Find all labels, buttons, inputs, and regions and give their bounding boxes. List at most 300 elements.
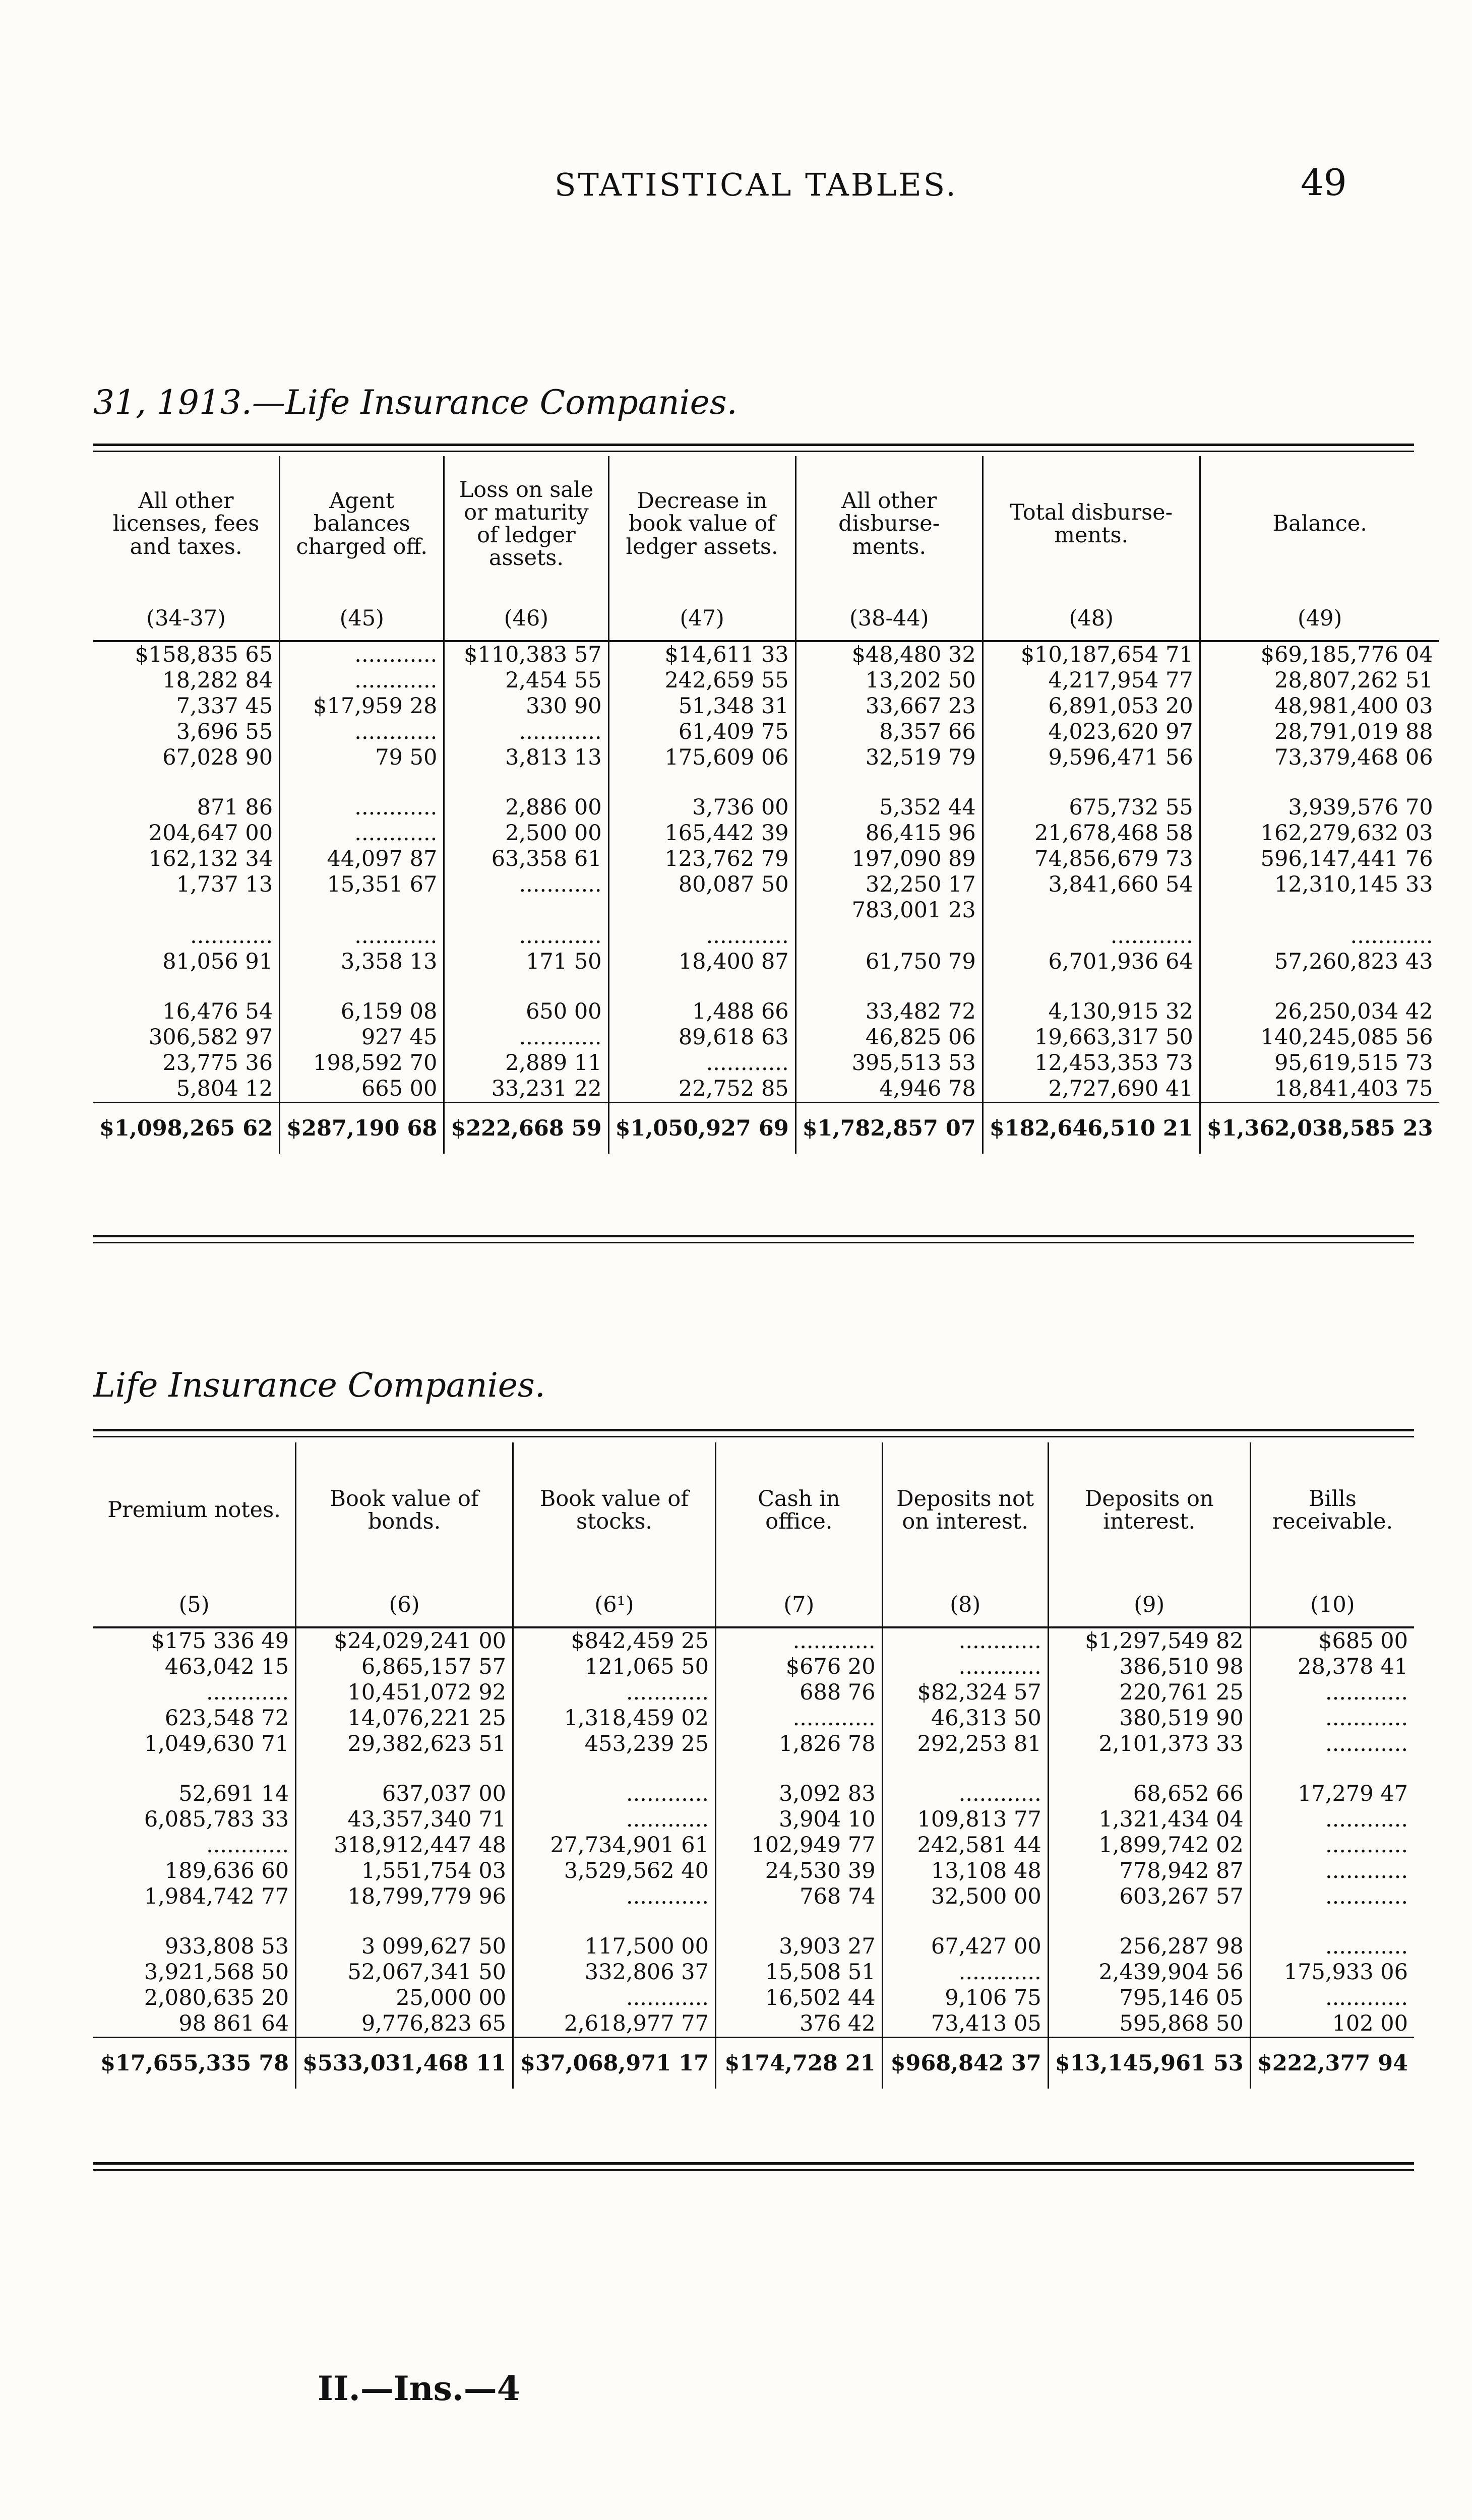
table-cell: 1,826 78 bbox=[715, 1731, 882, 1757]
gap-cell bbox=[296, 1910, 513, 1934]
table-row bbox=[93, 949, 1439, 975]
table1 bbox=[93, 456, 1439, 1154]
table-cell: 12,453,353 73 bbox=[983, 1050, 1200, 1076]
table-row bbox=[93, 1884, 1414, 1910]
table-cell: 12,310,145 33 bbox=[1200, 872, 1439, 898]
table-cell: $48,480 32 bbox=[795, 641, 983, 668]
table-row bbox=[93, 1858, 1414, 1884]
total-cell: $222,377 94 bbox=[1250, 2038, 1414, 2089]
table2-bottom-rule bbox=[93, 2162, 1414, 2165]
gap-cell bbox=[1200, 975, 1439, 999]
gap-cell bbox=[608, 771, 795, 795]
table-cell: 242,581 44 bbox=[882, 1833, 1048, 1858]
table-cell: 2,886 00 bbox=[444, 795, 608, 821]
table-cell: $24,029,241 00 bbox=[296, 1627, 513, 1654]
gap-cell bbox=[882, 1910, 1048, 1934]
row-group-gap bbox=[93, 975, 1439, 999]
table-cell: $676 20 bbox=[715, 1654, 882, 1680]
table-cell: 29,382,623 51 bbox=[296, 1731, 513, 1757]
table-cell: ............ bbox=[444, 1025, 608, 1050]
table-cell: 256,287 98 bbox=[1048, 1934, 1250, 1960]
gap-cell bbox=[444, 771, 608, 795]
table-cell: ............ bbox=[444, 872, 608, 898]
table-cell: 18,799,779 96 bbox=[296, 1884, 513, 1910]
table-cell: 6,865,157 57 bbox=[296, 1654, 513, 1680]
table-cell: ............ bbox=[513, 1807, 716, 1833]
table1-col-number: (48) bbox=[983, 592, 1200, 641]
table-cell: ............ bbox=[513, 1781, 716, 1807]
table-cell: $14,611 33 bbox=[608, 641, 795, 668]
table-cell: $17,959 28 bbox=[280, 694, 444, 719]
table-cell: ............ bbox=[280, 795, 444, 821]
table-cell: 927 45 bbox=[280, 1025, 444, 1050]
table-cell: 933,808 53 bbox=[164, 1934, 289, 1960]
table1-top-rule bbox=[93, 444, 1414, 446]
table1-col-number: (47) bbox=[608, 592, 795, 641]
table-cell: 3,736 00 bbox=[608, 795, 795, 821]
table-cell: ............ bbox=[280, 668, 444, 694]
table-row bbox=[93, 668, 1439, 694]
table-cell: 102 00 bbox=[1250, 2011, 1414, 2038]
table-cell: $10,187,654 71 bbox=[983, 641, 1200, 668]
total-cell: $17,655,335 78 bbox=[93, 2038, 296, 2089]
table2 bbox=[93, 1442, 1414, 2089]
table-row bbox=[93, 1680, 1414, 1706]
table-cell: 73,379,468 06 bbox=[1200, 745, 1439, 771]
table-cell: 18,400 87 bbox=[608, 949, 795, 975]
table-cell: 3,529,562 40 bbox=[513, 1858, 716, 1884]
table-cell: 4,217,954 77 bbox=[983, 668, 1200, 694]
table-cell: 28,807,262 51 bbox=[1200, 668, 1439, 694]
table-row bbox=[93, 2011, 1414, 2038]
table-cell: 3,939,576 70 bbox=[1200, 795, 1439, 821]
table1-col-number: (45) bbox=[280, 592, 444, 641]
table-cell: 24,530 39 bbox=[715, 1858, 882, 1884]
table-cell: 89,618 63 bbox=[608, 1025, 795, 1050]
table-cell: 19,663,317 50 bbox=[983, 1025, 1200, 1050]
table-cell: 220,761 25 bbox=[1048, 1680, 1250, 1706]
table-cell: 3 099,627 50 bbox=[296, 1934, 513, 1960]
totals-row bbox=[93, 1103, 1439, 1154]
table-cell: 67,028 90 bbox=[162, 745, 273, 771]
table-cell: 15,351 67 bbox=[280, 872, 444, 898]
page-footer: II.—Ins.—4 bbox=[318, 2369, 520, 2408]
table2-top-rule bbox=[93, 1429, 1414, 1431]
table-cell: 768 74 bbox=[715, 1884, 882, 1910]
table-cell: $685 00 bbox=[1250, 1627, 1414, 1654]
total-cell: $1,050,927 69 bbox=[608, 1103, 795, 1154]
table-cell: 5,804 12 bbox=[176, 1076, 273, 1102]
table-cell: 3,841,660 54 bbox=[983, 872, 1200, 898]
gap-cell bbox=[93, 1757, 296, 1781]
table-cell: 44,097 87 bbox=[280, 846, 444, 872]
table2-bottom-rule-2 bbox=[93, 2169, 1414, 2171]
table-cell: ............ bbox=[206, 1680, 289, 1706]
table-cell: 26,250,034 42 bbox=[1200, 999, 1439, 1025]
total-cell: $968,842 37 bbox=[882, 2038, 1048, 2089]
table-cell: 1,737 13 bbox=[176, 872, 273, 898]
table-cell: $158,835 65 bbox=[135, 642, 273, 668]
table-cell: 33,231 22 bbox=[444, 1076, 608, 1103]
table-cell: 688 76 bbox=[715, 1680, 882, 1706]
table-cell: ............ bbox=[608, 1050, 795, 1076]
table-cell: 595,868 50 bbox=[1048, 2011, 1250, 2038]
table-cell: 13,202 50 bbox=[795, 668, 983, 694]
table-cell: ............ bbox=[1250, 1680, 1414, 1706]
table-cell: ............ bbox=[1250, 1985, 1414, 2011]
table-cell: 21,678,468 58 bbox=[983, 821, 1200, 846]
gap-cell bbox=[296, 1757, 513, 1781]
table1-bottom-rule bbox=[93, 1235, 1414, 1237]
table2-title: Life Insurance Companies. bbox=[93, 1366, 545, 1405]
row-group-gap bbox=[93, 771, 1439, 795]
table-row bbox=[93, 1076, 1439, 1103]
table-row bbox=[93, 1934, 1414, 1960]
gap-cell bbox=[280, 975, 444, 999]
table-cell bbox=[93, 898, 280, 923]
gap-cell bbox=[1250, 1757, 1414, 1781]
table-cell: 98 861 64 bbox=[178, 2011, 289, 2037]
gap-cell bbox=[983, 975, 1200, 999]
total-cell: $222,668 59 bbox=[444, 1103, 608, 1154]
page-number: 49 bbox=[1301, 161, 1347, 204]
table-cell: 28,791,019 88 bbox=[1200, 719, 1439, 745]
table-cell: 2,889 11 bbox=[444, 1050, 608, 1076]
totals-row bbox=[93, 2038, 1414, 2089]
gap-cell bbox=[1200, 771, 1439, 795]
table-cell: 1,321,434 04 bbox=[1048, 1807, 1250, 1833]
table-cell: 46,313 50 bbox=[882, 1706, 1048, 1731]
table-cell: 22,752 85 bbox=[608, 1076, 795, 1103]
table-cell: 6,701,936 64 bbox=[983, 949, 1200, 975]
table1-col-number: (49) bbox=[1200, 592, 1439, 641]
table-cell: 63,358 61 bbox=[444, 846, 608, 872]
table-cell: 25,000 00 bbox=[296, 1985, 513, 2011]
table-cell: 109,813 77 bbox=[882, 1807, 1048, 1833]
table1-title: 31, 1913.—Life Insurance Companies. bbox=[93, 383, 738, 422]
total-cell: $1,782,857 07 bbox=[795, 1103, 983, 1154]
table-cell: ............ bbox=[444, 923, 608, 949]
table-cell: 2,618,977 77 bbox=[513, 2011, 716, 2038]
table-cell: ............ bbox=[1250, 1934, 1414, 1960]
table-cell: 61,750 79 bbox=[795, 949, 983, 975]
table-cell: 4,946 78 bbox=[795, 1076, 983, 1103]
table-row bbox=[93, 1731, 1414, 1757]
table2-col-header: Deposits not on interest. bbox=[882, 1442, 1048, 1579]
table1-col-number: (38-44) bbox=[795, 592, 983, 641]
table-cell: $82,324 57 bbox=[882, 1680, 1048, 1706]
table-cell: 33,482 72 bbox=[795, 999, 983, 1025]
table-cell: 596,147,441 76 bbox=[1200, 846, 1439, 872]
table-cell: 10,451,072 92 bbox=[296, 1680, 513, 1706]
table-cell: 8,357 66 bbox=[795, 719, 983, 745]
table2-col-header: Cash in office. bbox=[715, 1442, 882, 1579]
table-cell: 3,092 83 bbox=[715, 1781, 882, 1807]
table-cell: 23,775 36 bbox=[162, 1050, 273, 1076]
table-row bbox=[93, 872, 1439, 898]
gap-cell bbox=[608, 975, 795, 999]
row-group-gap bbox=[93, 1757, 1414, 1781]
table-cell: 1,488 66 bbox=[608, 999, 795, 1025]
table-cell: ............ bbox=[206, 1833, 289, 1858]
table-cell: 3,904 10 bbox=[715, 1807, 882, 1833]
table-row bbox=[93, 821, 1439, 846]
table-cell: ............ bbox=[513, 1680, 716, 1706]
table-cell: 57,260,823 43 bbox=[1200, 949, 1439, 975]
table-cell: 28,378 41 bbox=[1250, 1654, 1414, 1680]
table-cell: 14,076,221 25 bbox=[296, 1706, 513, 1731]
table2-col-header: Book value of stocks. bbox=[513, 1442, 716, 1579]
table-cell: ............ bbox=[1250, 1706, 1414, 1731]
table-cell: 15,508 51 bbox=[715, 1960, 882, 1985]
table-cell: 2,101,373 33 bbox=[1048, 1731, 1250, 1757]
table-row bbox=[93, 719, 1439, 745]
total-cell: $13,145,961 53 bbox=[1048, 2038, 1250, 2089]
table-cell: 18,841,403 75 bbox=[1200, 1076, 1439, 1103]
table1-top-rule-2 bbox=[93, 451, 1414, 452]
table-row bbox=[93, 641, 1439, 668]
table-cell: 665 00 bbox=[280, 1076, 444, 1103]
table-cell: $69,185,776 04 bbox=[1200, 641, 1439, 668]
table-cell: 637,037 00 bbox=[296, 1781, 513, 1807]
gap-cell bbox=[513, 1910, 716, 1934]
table-cell: 32,500 00 bbox=[882, 1884, 1048, 1910]
table-cell: ............ bbox=[1250, 1884, 1414, 1910]
table-cell: 3,921,568 50 bbox=[144, 1960, 289, 1985]
table-row bbox=[93, 1050, 1439, 1076]
total-cell: $1,098,265 62 bbox=[93, 1103, 280, 1154]
table-row bbox=[93, 898, 1439, 923]
table-cell: 453,239 25 bbox=[513, 1731, 716, 1757]
table-cell: ............ bbox=[280, 923, 444, 949]
table-cell: 16,502 44 bbox=[715, 1985, 882, 2011]
total-cell: $533,031,468 11 bbox=[296, 2038, 513, 2089]
table-cell: 463,042 15 bbox=[164, 1654, 289, 1680]
table-cell: 198,592 70 bbox=[280, 1050, 444, 1076]
total-cell: $174,728 21 bbox=[715, 2038, 882, 2089]
table-cell: ............ bbox=[1250, 1833, 1414, 1858]
table-cell: 27,734,901 61 bbox=[513, 1833, 716, 1858]
table-cell: 675,732 55 bbox=[983, 795, 1200, 821]
table-cell: 306,582 97 bbox=[148, 1025, 273, 1050]
table-cell: 1,984,742 77 bbox=[144, 1884, 289, 1910]
table-cell: 33,667 23 bbox=[795, 694, 983, 719]
table2-header-row bbox=[93, 1442, 1414, 1579]
table-cell: 9,776,823 65 bbox=[296, 2011, 513, 2038]
page-header-title: STATISTICAL TABLES. bbox=[555, 166, 958, 203]
table-cell: 623,548 72 bbox=[164, 1706, 289, 1731]
gap-cell bbox=[795, 975, 983, 999]
table-cell: 7,337 45 bbox=[176, 694, 273, 719]
table-cell: 16,476 54 bbox=[162, 999, 273, 1025]
table-row bbox=[93, 1960, 1414, 1985]
gap-cell bbox=[444, 975, 608, 999]
table-cell: 795,146 05 bbox=[1048, 1985, 1250, 2011]
table-cell: 73,413 05 bbox=[882, 2011, 1048, 2038]
table-cell: 17,279 47 bbox=[1250, 1781, 1414, 1807]
table-cell bbox=[983, 898, 1200, 923]
table-cell: ............ bbox=[715, 1706, 882, 1731]
table-row bbox=[93, 1654, 1414, 1680]
table-cell: 9,106 75 bbox=[882, 1985, 1048, 2011]
table1-number-row bbox=[93, 592, 1439, 641]
table-cell: 603,267 57 bbox=[1048, 1884, 1250, 1910]
table-cell: 43,357,340 71 bbox=[296, 1807, 513, 1833]
table-cell: ............ bbox=[513, 1985, 716, 2011]
table-cell: 386,510 98 bbox=[1048, 1654, 1250, 1680]
table-cell: 2,454 55 bbox=[444, 668, 608, 694]
gap-cell bbox=[715, 1910, 882, 1934]
table1-col-header: All other licenses, fees and taxes. bbox=[112, 488, 260, 559]
table-cell: 650 00 bbox=[444, 999, 608, 1025]
table-cell: $1,297,549 82 bbox=[1048, 1627, 1250, 1654]
table-cell: $842,459 25 bbox=[513, 1627, 716, 1654]
table-cell bbox=[280, 898, 444, 923]
row-group-gap bbox=[93, 1910, 1414, 1934]
table-cell: ............ bbox=[280, 821, 444, 846]
table-cell: 32,250 17 bbox=[795, 872, 983, 898]
table-cell: 318,912,447 48 bbox=[296, 1833, 513, 1858]
table-row bbox=[93, 1807, 1414, 1833]
table-cell: 117,500 00 bbox=[513, 1934, 716, 1960]
table-cell: 162,279,632 03 bbox=[1200, 821, 1439, 846]
table-cell: ............ bbox=[882, 1654, 1048, 1680]
total-cell: $37,068,971 17 bbox=[513, 2038, 716, 2089]
table-cell: 102,949 77 bbox=[715, 1833, 882, 1858]
table-row bbox=[93, 745, 1439, 771]
table-cell: ............ bbox=[882, 1781, 1048, 1807]
table1-col-number: (46) bbox=[444, 592, 608, 641]
table2-col-number: (6¹) bbox=[513, 1579, 716, 1627]
table-cell: 3,358 13 bbox=[280, 949, 444, 975]
gap-cell bbox=[280, 771, 444, 795]
table-row bbox=[93, 1781, 1414, 1807]
table-cell: ............ bbox=[513, 1884, 716, 1910]
table-cell: 1,551,754 03 bbox=[296, 1858, 513, 1884]
gap-cell bbox=[1048, 1757, 1250, 1781]
table-cell: ............ bbox=[1250, 1807, 1414, 1833]
table-cell: 46,825 06 bbox=[795, 1025, 983, 1050]
table-row bbox=[93, 795, 1439, 821]
total-cell: $1,362,038,585 23 bbox=[1200, 1103, 1439, 1154]
table-cell: 1,899,742 02 bbox=[1048, 1833, 1250, 1858]
table-cell: 242,659 55 bbox=[608, 668, 795, 694]
table-cell: 6,159 08 bbox=[280, 999, 444, 1025]
gap-cell bbox=[882, 1757, 1048, 1781]
table-cell: 171 50 bbox=[444, 949, 608, 975]
table-cell: 18,282 84 bbox=[162, 668, 273, 694]
table-cell: 79 50 bbox=[280, 745, 444, 771]
table-cell: 778,942 87 bbox=[1048, 1858, 1250, 1884]
table-cell: 52,691 14 bbox=[178, 1781, 289, 1807]
table2-col-number: (9) bbox=[1048, 1579, 1250, 1627]
table-cell: $110,383 57 bbox=[444, 641, 608, 668]
gap-cell bbox=[93, 771, 280, 795]
table-cell: 1,318,459 02 bbox=[513, 1706, 716, 1731]
table1-header-row bbox=[93, 456, 1439, 592]
table-cell: 2,439,904 56 bbox=[1048, 1960, 1250, 1985]
table-cell: 67,427 00 bbox=[882, 1934, 1048, 1960]
total-cell: $182,646,510 21 bbox=[983, 1103, 1200, 1154]
table2-col-header: Book value of bonds. bbox=[296, 1442, 513, 1579]
table-cell: ............ bbox=[608, 923, 795, 949]
table2-col-header: Bills receivable. bbox=[1250, 1442, 1414, 1579]
table-cell: 68,652 66 bbox=[1048, 1781, 1250, 1807]
table-row bbox=[93, 1627, 1414, 1654]
table-cell: 1,049,630 71 bbox=[144, 1731, 289, 1757]
table-cell: 80,087 50 bbox=[608, 872, 795, 898]
table1-col-header: Total disburse-ments. bbox=[983, 456, 1200, 592]
table-row bbox=[93, 1833, 1414, 1858]
table-cell: ............ bbox=[983, 923, 1200, 949]
table-cell bbox=[444, 898, 608, 923]
table-row bbox=[93, 1706, 1414, 1731]
table2-col-number: (10) bbox=[1250, 1579, 1414, 1627]
table-cell bbox=[795, 923, 983, 949]
table2-number-row bbox=[93, 1579, 1414, 1627]
table-cell: 95,619,515 73 bbox=[1200, 1050, 1439, 1076]
total-cell: $287,190 68 bbox=[280, 1103, 444, 1154]
table1-col-number: (34-37) bbox=[93, 592, 280, 641]
table-row bbox=[93, 846, 1439, 872]
table-cell: 380,519 90 bbox=[1048, 1706, 1250, 1731]
table-row bbox=[93, 923, 1439, 949]
table-row bbox=[93, 1985, 1414, 2011]
table1-body bbox=[93, 641, 1439, 1154]
table-cell bbox=[608, 898, 795, 923]
table-cell: 51,348 31 bbox=[608, 694, 795, 719]
table-cell: 61,409 75 bbox=[608, 719, 795, 745]
table1-col-header: Balance. bbox=[1200, 456, 1439, 592]
table-cell: ............ bbox=[444, 719, 608, 745]
table-row bbox=[93, 694, 1439, 719]
table-cell: 121,065 50 bbox=[513, 1654, 716, 1680]
table-cell: 4,130,915 32 bbox=[983, 999, 1200, 1025]
table-cell: 330 90 bbox=[444, 694, 608, 719]
table-cell: ............ bbox=[882, 1627, 1048, 1654]
table2-col-number: (8) bbox=[882, 1579, 1048, 1627]
table-cell: 3,903 27 bbox=[715, 1934, 882, 1960]
table-cell: ............ bbox=[1250, 1731, 1414, 1757]
table-cell: 871 86 bbox=[197, 795, 273, 821]
table-cell: ............ bbox=[280, 641, 444, 668]
gap-cell bbox=[93, 1910, 296, 1934]
table-cell: 74,856,679 73 bbox=[983, 846, 1200, 872]
table-cell: ............ bbox=[1250, 1858, 1414, 1884]
table-cell: 3,696 55 bbox=[176, 719, 273, 745]
table-cell: 175,609 06 bbox=[608, 745, 795, 771]
table-cell: ............ bbox=[715, 1627, 882, 1654]
table2-top-rule-2 bbox=[93, 1436, 1414, 1437]
table-cell: 4,023,620 97 bbox=[983, 719, 1200, 745]
table-cell: 5,352 44 bbox=[795, 795, 983, 821]
table2-col-number: (5) bbox=[93, 1579, 296, 1627]
table-cell: 189,636 60 bbox=[164, 1858, 289, 1884]
table-cell: 32,519 79 bbox=[795, 745, 983, 771]
gap-cell bbox=[795, 771, 983, 795]
table-cell: 3,813 13 bbox=[444, 745, 608, 771]
table-cell: 783,001 23 bbox=[795, 898, 983, 923]
table-cell: 175,933 06 bbox=[1250, 1960, 1414, 1985]
gap-cell bbox=[715, 1757, 882, 1781]
gap-cell bbox=[513, 1757, 716, 1781]
table-cell: ............ bbox=[280, 719, 444, 745]
table-cell: 48,981,400 03 bbox=[1200, 694, 1439, 719]
table1-col-header: Loss on sale or maturity of ledger assets. bbox=[444, 456, 608, 592]
table2-col-number: (6) bbox=[296, 1579, 513, 1627]
table1-col-header: All other disburse-ments. bbox=[795, 456, 983, 592]
gap-cell bbox=[1250, 1910, 1414, 1934]
